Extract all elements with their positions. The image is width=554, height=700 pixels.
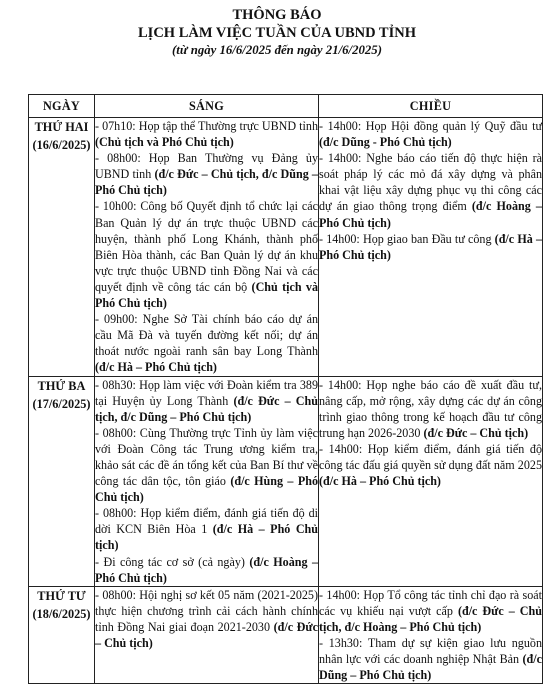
col-header-afternoon: CHIỀU <box>319 95 543 118</box>
day-name: THỨ HAI <box>34 120 89 134</box>
col-header-morning: SÁNG <box>95 95 319 118</box>
schedule-item: - 08h00: Họp Ban Thường vụ Đảng ủy UBND tỉnh (đ/c Đức – Chủ tịch, đ/c Dũng – Phó Chủ tịch) <box>95 151 318 198</box>
schedule-item: - 14h00: Họp nghe báo cáo đề xuất đầu tư, nâng cấp, mở rộng, xây dựng các dự án công trình giao thông trong kế hoạch đầu tư công trung hạn 2026-2030 (đ/c Đức – Chủ tịch) <box>319 377 542 440</box>
afternoon-cell-wednesday <box>319 586 543 684</box>
date-range: (từ ngày 16/6/2025 đến ngày 21/6/2025) <box>172 43 382 57</box>
day-name: THỨ TƯ <box>37 588 86 603</box>
day-name: THỨ BA <box>37 378 86 393</box>
schedule-item: - 14h00: Họp Hội đồng quản lý Quỹ đầu tư (đ/c Dũng - Phó Chủ tịch) <box>319 119 542 150</box>
morning-cell-monday <box>95 118 319 377</box>
afternoon-cell-tuesday <box>319 376 543 586</box>
schedule-item: - 10h00: Công bố Quyết định tổ chức lại các Ban Quản lý dự án trực thuộc UBND các huyện, thành phố Long Khánh, thành phố Biên Hòa thành, các Ban Quản lý dự án khu vực trực thuộc UBND tỉnh Đồng Nai và các quyết định về công tác cán bộ (Chủ tịch và Phó Chủ tịch) <box>95 199 318 311</box>
table-row-monday <box>29 118 543 377</box>
day-date: (17/6/2025) <box>32 396 91 411</box>
schedule-item: - 14h00: Họp Tổ công tác tỉnh chỉ đạo rà soát các vụ khiếu nại vượt cấp (đ/c Đức – Chủ tịch, đ/c Hoàng – Phó Chủ tịch) <box>319 587 542 634</box>
morning-cell-wednesday <box>95 586 319 684</box>
schedule-table <box>28 94 543 684</box>
schedule-item: - 08h00: Hội nghị sơ kết 05 năm (2021-2025) thực hiện chương trình cải cách hành chính tỉnh Đồng Nai giai đoạn 2021-2030 (đ/c Đức – Chủ tịch) <box>95 587 318 650</box>
schedule-item: - 09h00: Nghe Sở Tài chính báo cáo dự án cầu Mã Đà và tuyến đường kết nối; dự án thoát nước ngoài ranh sân bay Long Thành (đ/c Hà – Phó Chủ tịch) <box>95 312 318 375</box>
schedule-item: - 08h00: Họp kiểm điểm, đánh giá tiến độ di dời KCN Biên Hòa 1 (đ/c Hà – Phó Chủ tịch) <box>95 506 318 553</box>
schedule-item: - Đi công tác cơ sở (cả ngày) (đ/c Hoàng – Phó Chủ tịch) <box>95 554 318 585</box>
day-date: (18/6/2025) <box>32 606 91 621</box>
schedule-item: - 08h00: Cùng Thường trực Tỉnh ủy làm việc với Đoàn Công tác Trung ương kiểm tra, khảo sát các đề án tổng kết của Ban Bí thư về công tác dân tộc, tôn giáo (đ/c Hùng – Phó Chủ tịch) <box>95 425 318 505</box>
col-header-day: NGÀY <box>29 95 95 118</box>
table-row-wednesday <box>29 586 543 684</box>
day-cell-tuesday <box>29 376 95 586</box>
morning-cell-tuesday <box>95 376 319 586</box>
schedule-item: - 13h30: Tham dự sự kiện giao lưu nguồn nhân lực với các doanh nghiệp Nhật Bản (đ/c Dũng – Phó Chủ tịch) <box>319 636 542 683</box>
schedule-subtitle: LỊCH LÀM VIỆC TUẦN CỦA UBND TỈNH <box>138 25 416 41</box>
table-header-row <box>29 95 543 118</box>
day-cell-wednesday <box>29 586 95 684</box>
schedule-item: - 07h10: Họp tập thể Thường trực UBND tỉnh (Chủ tịch và Phó Chủ tịch) <box>95 119 318 150</box>
day-date: (16/6/2025) <box>32 138 91 152</box>
notice-title: THÔNG BÁO <box>232 7 322 23</box>
schedule-item: - 14h00: Họp giao ban Đầu tư công (đ/c Hà – Phó Chủ tịch) <box>319 231 542 262</box>
day-cell-monday <box>29 118 95 377</box>
schedule-item: - 14h00: Nghe báo cáo tiến độ thực hiện rà soát pháp lý các mỏ đá xây dựng và phân khai vật liệu xây dựng phục vụ thi công các dự án giao thông trọng điểm (đ/c Hoàng – Phó Chủ tịch) <box>319 151 542 230</box>
schedule-item: - 14h00: Họp kiểm điểm, đánh giá tiến độ công tác đấu giá quyền sử dụng đất năm 2025 (đ/c Hà – Phó Chủ tịch) <box>319 441 542 489</box>
afternoon-cell-monday <box>319 118 543 377</box>
schedule-item: - 08h30: Họp làm việc với Đoàn kiểm tra 389 tại Huyện ủy Long Thành (đ/c Đức – Chủ tịch, đ/c Dũng – Phó Chủ tịch) <box>95 377 318 424</box>
table-row-tuesday <box>29 376 543 586</box>
